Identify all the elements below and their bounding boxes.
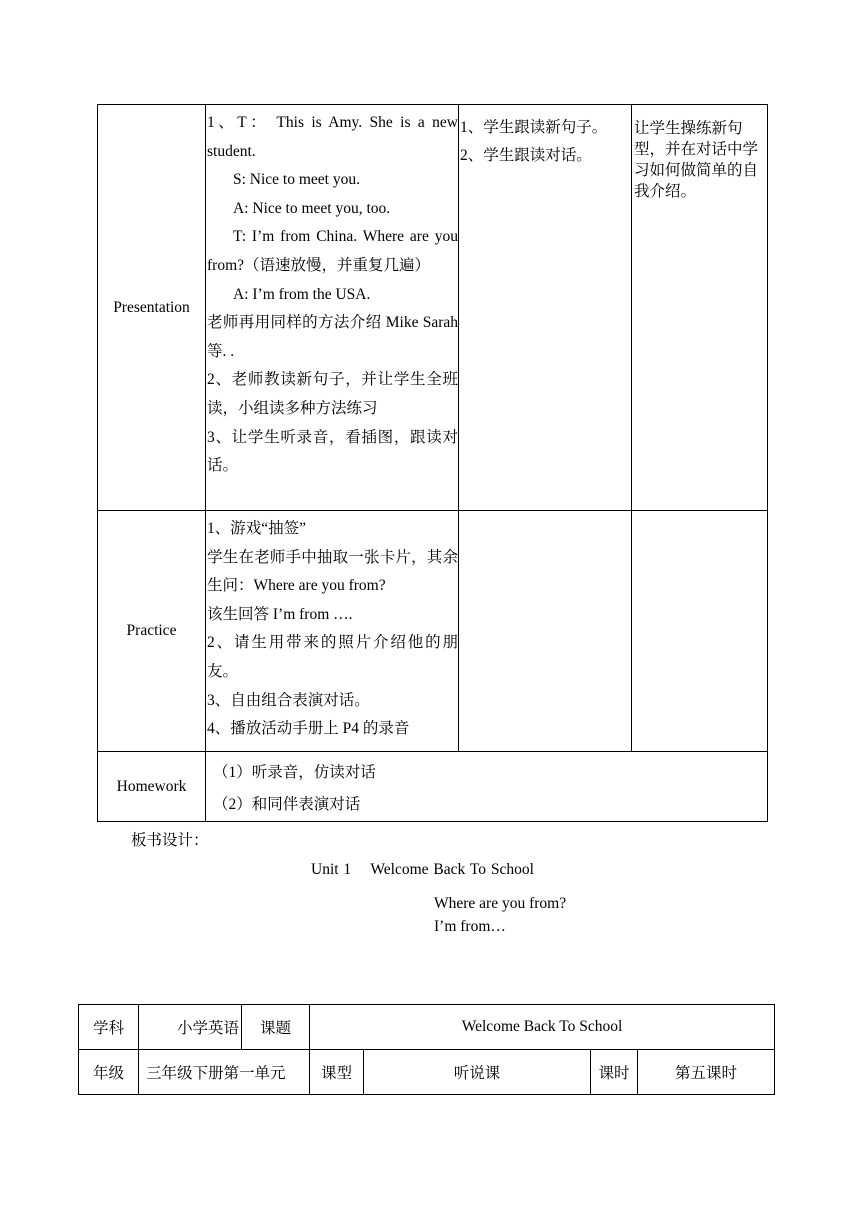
presentation-row [98, 105, 768, 511]
procedure-line: 老师再用同样的方法介绍 Mike Sarah 等. . [207, 314, 458, 360]
stage-practice: Practice [98, 511, 206, 752]
board-unit-title: Unit 1 Welcome Back To School [311, 861, 534, 878]
grade-value: 三年级下册第一单元 [139, 1050, 310, 1095]
procedure-line: 1、游戏“抽签” [207, 520, 307, 537]
presentation-procedure-cell [206, 105, 459, 511]
procedure-line: 2、老师教读新句子，并让学生全班读，小组读多种方法练习 [207, 371, 458, 417]
lesson-info-table [78, 1004, 775, 1095]
procedure-line: 该生回答 I’m from …. [207, 605, 353, 623]
homework-item: （2）和同伴表演对话 [213, 796, 361, 813]
period-value: 第五课时 [638, 1050, 775, 1095]
stage-homework: Homework [98, 752, 206, 822]
topic-value: Welcome Back To School [310, 1005, 775, 1050]
lesson-plan-table [97, 104, 768, 822]
procedure-line: 3、让学生听录音，看插图，跟读对话。 [207, 428, 458, 475]
procedure-line: 2、请生用带来的照片介绍他的朋友。 [207, 634, 458, 680]
board-answer: I’m from… [434, 918, 506, 935]
procedure-line: 1、T： This is Amy. She is a new student. [207, 114, 458, 160]
procedure-line: S: Nice to meet you. [233, 171, 360, 189]
subject-value: 小学英语 [139, 1005, 242, 1050]
period-label: 课时 [591, 1050, 638, 1095]
type-value: 听说课 [364, 1050, 591, 1095]
procedure-line: A: I’m from the USA. [233, 285, 371, 303]
procedure-line: 3、自由组合表演对话。 [207, 691, 370, 709]
purpose-text: 让学生操练新句型，并在对话中学习如何做简单的自我介绍。 [634, 120, 759, 200]
practice-row [98, 511, 768, 752]
student-activity-line: 2、学生跟读对话。 [460, 147, 592, 164]
grade-label: 年级 [79, 1050, 139, 1095]
presentation-purpose-cell [632, 105, 768, 511]
practice-procedure-cell [206, 511, 459, 752]
homework-cell [206, 752, 768, 822]
info-row-subject [79, 1005, 775, 1050]
procedure-line: T: I’m from China. Where are you from?（语速放慢，并重复几遍） [207, 228, 458, 274]
procedure-line: A: Nice to meet you, too. [233, 199, 391, 217]
procedure-line: 学生在老师手中抽取一张卡片，其余生问：Where are you from? [207, 548, 458, 595]
type-label: 课型 [310, 1050, 364, 1095]
topic-label: 课题 [242, 1005, 310, 1050]
homework-item: （1）听录音，仿读对话 [213, 764, 376, 781]
board-design-label: 板书设计： [131, 832, 209, 849]
presentation-student-cell [459, 105, 632, 511]
practice-purpose-cell [632, 511, 768, 752]
stage-presentation: Presentation [98, 105, 206, 511]
procedure-line: 4、播放活动手册上 P4 的录音 [207, 720, 410, 738]
board-question: Where are you from? [434, 895, 567, 912]
practice-student-cell [459, 511, 632, 752]
subject-label: 学科 [79, 1005, 139, 1050]
homework-row [98, 752, 768, 822]
info-row-grade [79, 1050, 775, 1095]
student-activity-line: 1、学生跟读新句子。 [460, 119, 608, 136]
